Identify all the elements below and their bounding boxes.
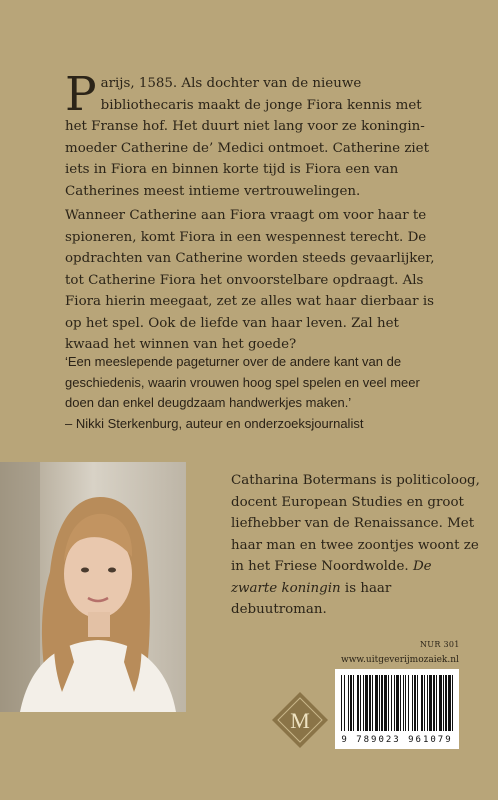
bio-text-end: is haar debuutroman. [231,580,392,617]
svg-text:M: M [290,708,310,733]
barcode [335,669,459,749]
isbn-number: 9 789023 961079 [341,735,453,745]
blurb-quote [65,352,443,434]
publisher-logo-icon [270,690,330,750]
book-title: De zwarte koningin [231,559,432,596]
quote-text: ‘Een meeslepende pageturner over de andere kant van de geschiedenis, waarin vrouwen hoog spel spelen en veel meer doen dan enkel deugdzaam handwerkjes maken.’ [65,354,420,410]
publisher-website: www.uitgeverijmozaiek.nl [341,655,459,665]
author-bio [231,470,481,621]
paragraph-intro [65,67,443,202]
quote-attribution: – Nikki Sterkenburg, auteur en onderzoeksjournalist [65,415,364,431]
paragraph-plot: Wanneer Catherine aan Fiora vraagt om voor haar te spioneren, komt Fiora in een wespennest terecht. De opdrachten van Catherine worden steeds gevaarlijker, tot Catherine Fiora het onvoorstelbare opdraagt. Als Fiora hierin meegaat, zet ze alles wat haar dierbaar is op het spel. Ook de liefde van haar leven. Zal het kwaad het winnen van het goede? [65,208,435,352]
nur-code: NUR 301 [420,640,460,649]
author-photo [0,462,186,712]
paragraph-intro-text: arijs, 1585. Als dochter van de nieuwe bibliothecaris maakt de jonge Fiora kennis met het Franse hof. Het duurt niet lang voor ze koningin-moeder Catherine de’ Medici ontmoet. Catherine ziet iets in Fiora en binnen korte tijd is Fiora een van Catherines meest intieme vertrouwelingen. [65,76,429,199]
drop-cap: P [65,67,97,122]
bio-text: Catharina Botermans is politicoloog, docent European Studies en groot liefhebber van de Renaissance. Met haar man en twee zoontjes woont ze in het Friese Noordwolde. [231,473,480,574]
